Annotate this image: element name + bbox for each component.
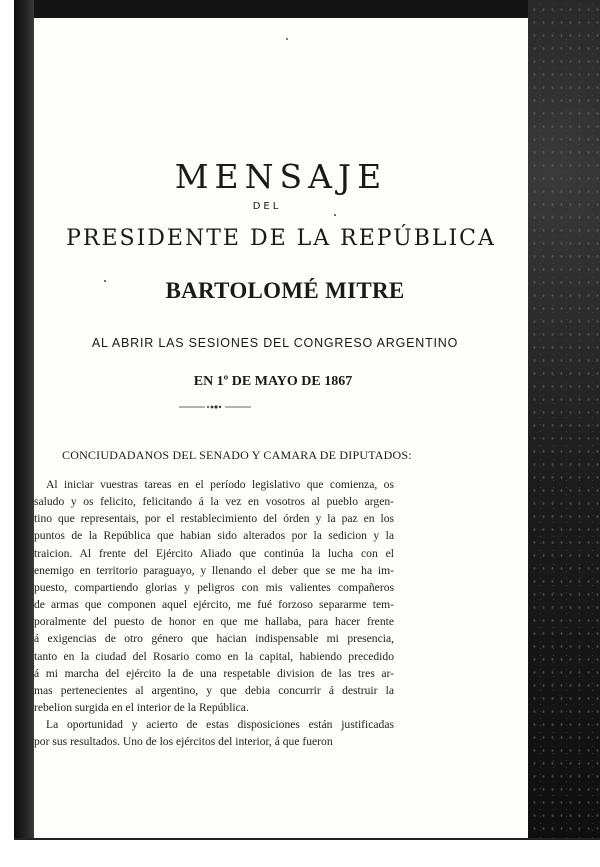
speck bbox=[286, 38, 288, 40]
scan-border-top bbox=[14, 0, 600, 18]
body-line: saludo y os felicito, felicitando á la vez en vosotros al pueblo argen- bbox=[34, 495, 394, 509]
body-line: puesto, compartiendo glorias y peligros con mis valientes compañeros bbox=[34, 580, 394, 594]
body-line: traicion. Al frente del Ejército Aliado que continúa la lucha con el bbox=[34, 546, 394, 560]
body-line: Al iniciar vuestras tareas en el período legislativo que comienza, os bbox=[46, 478, 394, 491]
body-line: enemigo en territorio paraguayo, y llenando el deber que se me ha im- bbox=[34, 563, 394, 577]
body-line: rebelion surgida en el interior de la República. bbox=[34, 701, 249, 715]
body-line: mas pertenecientes al argentino, y que debia concurrir á destruir la bbox=[34, 683, 394, 697]
document-page bbox=[34, 18, 528, 838]
speck bbox=[334, 214, 336, 216]
scan-border-left bbox=[14, 0, 34, 848]
title-date: EN 1º DE MAYO DE 1867 bbox=[193, 374, 353, 389]
body-line: á mi marcha del ejército la de una respetable division de las tres ar- bbox=[34, 666, 394, 680]
title-del: DEL bbox=[252, 201, 282, 212]
body-line: de armas que componen aquel ejército, me fué forzoso separarme tem- bbox=[34, 598, 394, 612]
title-presidente: PRESIDENTE DE LA REPÚBLICA bbox=[66, 226, 496, 251]
body-line: tino que representais, por el restablecimiento del órden y la paz en los bbox=[34, 512, 394, 526]
ornament-divider bbox=[179, 403, 251, 411]
body-line: tanto en la ciudad del Rosario como en la capital, habiendo precedido bbox=[34, 649, 394, 663]
body-text bbox=[34, 476, 394, 751]
scan-border-bottom bbox=[14, 838, 600, 867]
speck bbox=[104, 280, 106, 282]
title-mensaje: MENSAJE bbox=[174, 157, 388, 196]
title-president-name: BARTOLOMÉ MITRE bbox=[165, 278, 405, 303]
title-occasion: AL ABRIR LAS SESIONES DEL CONGRESO ARGENTINO bbox=[91, 336, 459, 350]
scan-border-right bbox=[528, 0, 600, 865]
body-line: por sus resultados. Uno de los ejércitos del interior, á que fueron bbox=[34, 735, 333, 749]
body-line: á exigencias de otro género que hacian indispensable mi presencia, bbox=[34, 632, 394, 646]
body-line: La oportunidad y acierto de estas disposiciones están justificadas bbox=[46, 718, 394, 732]
body-line: puntos de la República que habian sido alterados por la sedicion y la bbox=[34, 529, 394, 543]
salutation: CONCIUDADANOS DEL SENADO Y CAMARA DE DIPUTADOS: bbox=[62, 448, 412, 462]
body-line: poralmente del puesto de honor en que me hallaba, para hacer frente bbox=[34, 615, 394, 629]
